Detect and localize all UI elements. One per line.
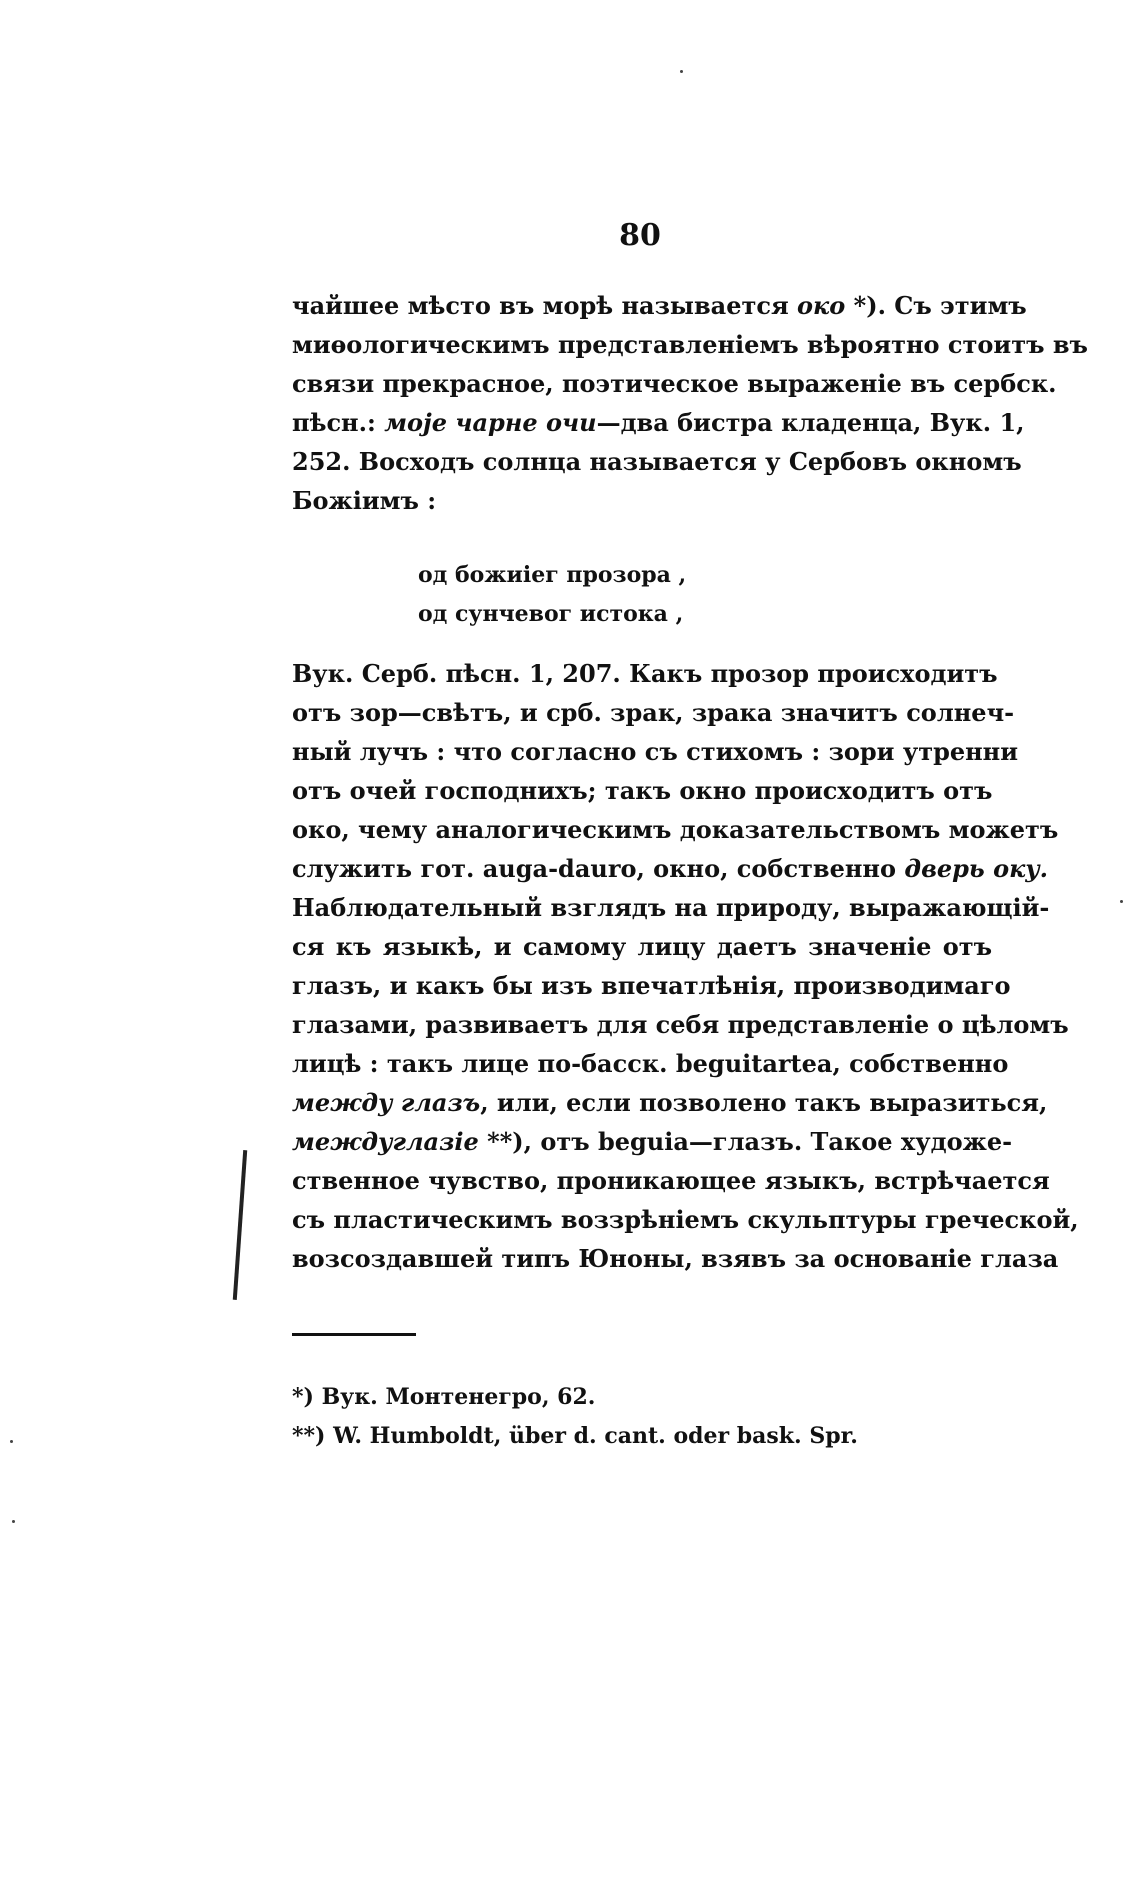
text-line: между глазъ, или, если позволено такъ выразиться,: [292, 1088, 1048, 1117]
page-number: 80: [619, 218, 661, 253]
text-line: возсоздавшей типъ Юноны, взявъ за основаніе глаза: [292, 1244, 1059, 1273]
margin-pencil-mark: [233, 1150, 247, 1300]
text-line: глазъ, и какъ бы изъ впечатлѣнія, производимаго: [292, 971, 1011, 1000]
scan-speck: [12, 1520, 15, 1523]
text-line: миѳологическимъ представленіемъ вѣроятно стоитъ въ: [292, 330, 1088, 359]
poem-line: од сунчевог истока ,: [418, 601, 684, 627]
text-line: чайшее мѣсто въ морѣ называется око *). Съ этимъ: [292, 291, 1027, 320]
text-line: отъ очей господнихъ; такъ окно происходитъ отъ: [292, 776, 993, 805]
paragraph-1: [292, 286, 1088, 520]
text-line: служить гот. auga-dauro, окно, собственно дверь оку.: [292, 854, 1049, 883]
text-line: Божіимъ :: [292, 486, 437, 515]
footnote-2: **) W. Humboldt, über d. cant. oder bask. Spr.: [292, 1423, 858, 1449]
italic-term: моје чарне очи: [384, 408, 597, 437]
text-line: съ пластическимъ воззрѣніемъ скульптуры греческой,: [292, 1205, 1079, 1234]
text-line: Наблюдательный взглядъ на природу, выражающій-: [292, 893, 1050, 922]
text-line: ный лучъ : что согласно съ стихомъ : зори утренни: [292, 737, 1019, 766]
text-line: связи прекрасное, поэтическое выраженіе въ сербск.: [292, 369, 1057, 398]
poem-quote: [418, 556, 686, 634]
footnote-rule: [292, 1333, 416, 1336]
text-line: отъ зор—свѣтъ, и срб. зрак, зрака значитъ солнеч-: [292, 698, 1015, 727]
text-line: ся къ языкѣ, и самому лицу даетъ значеніе отъ: [292, 932, 992, 961]
text-line: глазами, развиваетъ для себя представленіе о цѣломъ: [292, 1010, 1069, 1039]
scan-speck: [680, 70, 683, 73]
italic-term: междуглазіе: [292, 1127, 479, 1156]
italic-term: между глазъ: [292, 1088, 481, 1117]
poem-line: од божиіег прозора ,: [418, 562, 687, 588]
paragraph-2: [292, 654, 1079, 1278]
italic-term: око: [797, 291, 846, 320]
text-line: 252. Восходъ солнца называется у Сербовъ окномъ: [292, 447, 1022, 476]
text-line: ственное чувство, проникающее языкъ, встрѣчается: [292, 1166, 1050, 1195]
text-line: пѣсн.: моје чарне очи—два бистра кладенца, Вук. 1,: [292, 408, 1025, 437]
text-line: междуглазіе **), отъ beguia—глазъ. Такое художе-: [292, 1127, 1013, 1156]
italic-term: дверь оку.: [904, 854, 1049, 883]
text-line: око, чему аналогическимъ доказательствомъ можетъ: [292, 815, 1059, 844]
text-line: Вук. Серб. пѣсн. 1, 207. Какъ прозор происходитъ: [292, 659, 998, 688]
scan-speck: [1120, 900, 1123, 903]
footnote-1: *) Вук. Монтенегро, 62.: [292, 1384, 596, 1410]
text-line: лицѣ : такъ лице по-басск. beguitartea, собственно: [292, 1049, 1009, 1078]
scan-speck: [10, 1440, 13, 1443]
